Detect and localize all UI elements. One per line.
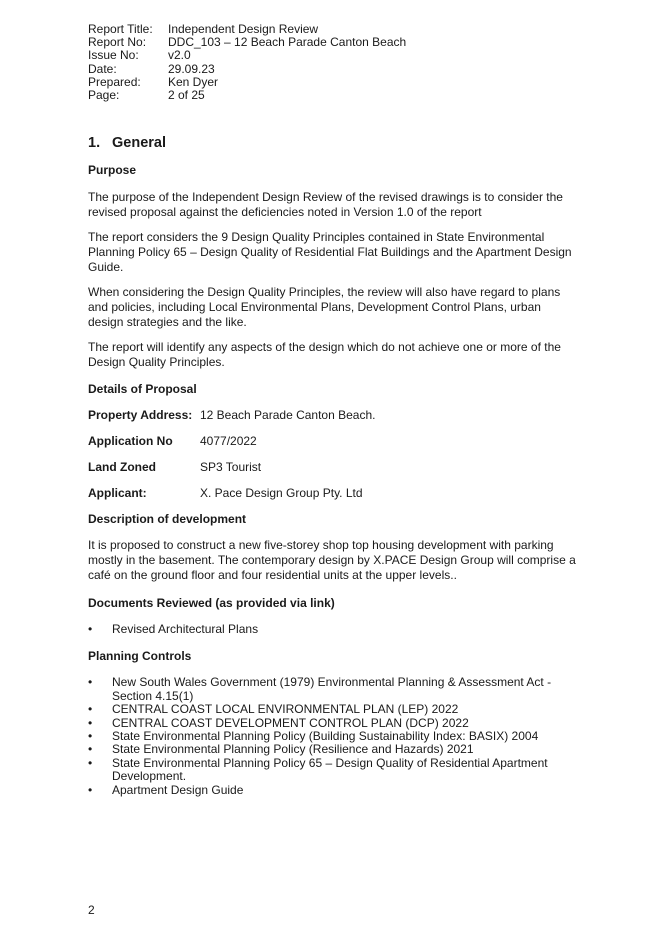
list-item — [88, 784, 578, 797]
list-item-text: Revised Architectural Plans — [112, 622, 259, 636]
detail-value: 12 Beach Parade Canton Beach. — [200, 408, 376, 422]
detail-label: Applicant: — [88, 486, 147, 500]
purpose-paragraph: When considering the Design Quality Principles, the review will also have regard to plans and policies, including Local Environmental Plans, Development Control Plans, urban design strategies and the like. — [88, 285, 561, 329]
purpose-paragraph: The report will identify any aspects of the design which do not achieve one or more of the Design Quality Principles. — [88, 340, 561, 369]
header-value: 2 of 25 — [168, 88, 205, 103]
detail-row-land-zoned — [88, 460, 578, 475]
documents-list — [88, 623, 578, 636]
section-number: 1. — [88, 135, 101, 151]
bullet-icon: • — [88, 782, 93, 797]
detail-value: 4077/2022 — [200, 434, 257, 448]
detail-label: Land Zoned — [88, 460, 156, 474]
header-label: Report Title: — [88, 22, 153, 36]
documents-heading: Documents Reviewed (as provided via link) — [88, 596, 335, 610]
header-row-date — [88, 63, 406, 76]
header-label: Page: — [88, 88, 120, 103]
header-label: Issue No: — [88, 48, 139, 63]
planning-list — [88, 676, 578, 797]
header-row-issue-no — [88, 49, 406, 62]
report-header — [88, 23, 406, 102]
header-value: Ken Dyer — [168, 74, 219, 89]
detail-row-property-address — [88, 408, 578, 423]
detail-label: Property Address: — [88, 408, 193, 422]
list-item-text: State Environmental Planning Policy 65 – Design Quality of Residential Apartment Development. — [112, 755, 548, 784]
list-item — [88, 717, 578, 730]
footer-page-number: 2 — [88, 903, 95, 917]
description-paragraph: It is proposed to construct a new five-storey shop top housing development with parking mostly in the basement. The contemporary design by X.PACE Design Group will comprise a café on the ground floor and four residential units at the upper levels.. — [88, 538, 576, 582]
purpose-paragraph: The report considers the 9 Design Quality Principles contained in State Environmental Planning Policy 65 – Design Quality of Residential Flat Buildings and the Apartment Design Guide. — [88, 230, 572, 274]
list-item-text: CENTRAL COAST DEVELOPMENT CONTROL PLAN (DCP) 2022 — [112, 715, 469, 730]
list-item — [88, 757, 578, 784]
proposal-heading: Details of Proposal — [88, 382, 197, 396]
bullet-icon: • — [88, 675, 93, 690]
purpose-paragraph: The purpose of the Independent Design Review of the revised drawings is to consider the revised proposal against the deficiencies noted in Version 1.0 of the report — [88, 190, 563, 219]
list-item — [88, 730, 578, 743]
header-row-page — [88, 89, 406, 102]
header-value: v2.0 — [168, 48, 191, 63]
list-item-text: State Environmental Planning Policy (Resilience and Hazards) 2021 — [112, 742, 474, 757]
planning-heading: Planning Controls — [88, 649, 192, 664]
list-item — [88, 623, 578, 636]
bullet-icon: • — [88, 729, 93, 744]
list-item — [88, 703, 578, 716]
list-item — [88, 676, 578, 703]
header-value: Independent Design Review — [168, 22, 319, 36]
description-heading: Description of development — [88, 512, 247, 526]
bullet-icon: • — [88, 755, 93, 770]
detail-row-applicant — [88, 486, 578, 501]
list-item-text: State Environmental Planning Policy (Building Sustainability Index: BASIX) 2004 — [112, 729, 539, 744]
header-label: Report No: — [88, 35, 147, 50]
header-label: Date: — [88, 61, 117, 76]
header-label: Prepared: — [88, 74, 141, 89]
section-title: General — [112, 135, 166, 151]
bullet-icon: • — [88, 622, 93, 636]
detail-value: SP3 Tourist — [200, 460, 262, 474]
detail-row-application-no — [88, 434, 578, 449]
list-item-text: CENTRAL COAST LOCAL ENVIRONMENTAL PLAN (LEP) 2022 — [112, 702, 459, 717]
list-item-text: Apartment Design Guide — [112, 782, 244, 797]
bullet-icon: • — [88, 715, 93, 730]
document-body — [88, 163, 578, 797]
section-heading — [88, 135, 166, 151]
header-value: 29.09.23 — [168, 61, 215, 76]
header-row-prepared — [88, 76, 406, 89]
list-item — [88, 743, 578, 756]
header-value: DDC_103 – 12 Beach Parade Canton Beach — [168, 35, 407, 50]
list-item-text: New South Wales Government (1979) Environmental Planning & Assessment Act - Section 4.15(1) — [112, 675, 552, 703]
purpose-heading: Purpose — [88, 163, 137, 177]
detail-value: X. Pace Design Group Pty. Ltd — [200, 486, 363, 500]
bullet-icon: • — [88, 742, 93, 757]
detail-label: Application No — [88, 434, 173, 448]
bullet-icon: • — [88, 702, 93, 717]
